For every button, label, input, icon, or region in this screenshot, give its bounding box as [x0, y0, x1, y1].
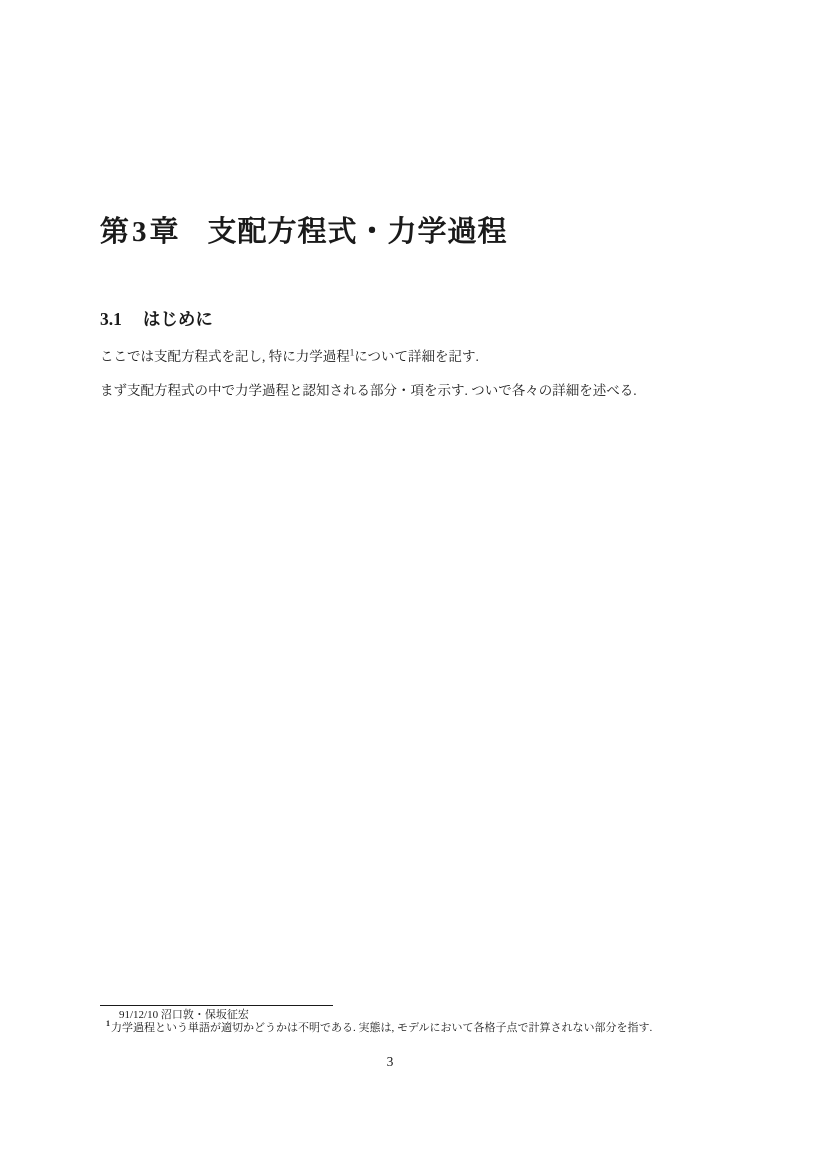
footnote-attribution: 91/12/10 沼口敦・保坂征宏	[119, 1009, 249, 1021]
paragraph-2: まず支配方程式の中で力学過程と認知される部分・項を示す. ついで各々の詳細を述べる.	[100, 382, 637, 398]
paragraph-1	[100, 348, 730, 365]
chapter-label-prefix: 第	[100, 216, 131, 249]
section-title: はじめに	[142, 308, 213, 329]
footnote-reference-mark: 1	[349, 347, 355, 357]
page-number: 3	[386, 1054, 394, 1069]
chapter-title: 支配方程式・力学過程	[207, 216, 508, 249]
section-number: 3.1	[100, 308, 122, 329]
footnote-text: 力学過程という単語が適切かどうかは不明である. 実態は, モデルにおいて各格子点で計算されない部分を指す.	[111, 1022, 653, 1034]
paragraph-1-text-continued: について詳細を記す.	[354, 348, 479, 364]
section-heading	[100, 306, 213, 331]
chapter-heading	[100, 209, 508, 250]
footnote-rule-divider	[100, 1005, 333, 1006]
chapter-number: 3	[132, 216, 148, 249]
footnote-item	[106, 1021, 652, 1035]
footnote-marker: 1	[106, 1019, 110, 1029]
chapter-label-suffix: 章	[149, 216, 180, 249]
paragraph-1-text: ここでは支配方程式を記し, 特に力学過程	[100, 348, 350, 364]
